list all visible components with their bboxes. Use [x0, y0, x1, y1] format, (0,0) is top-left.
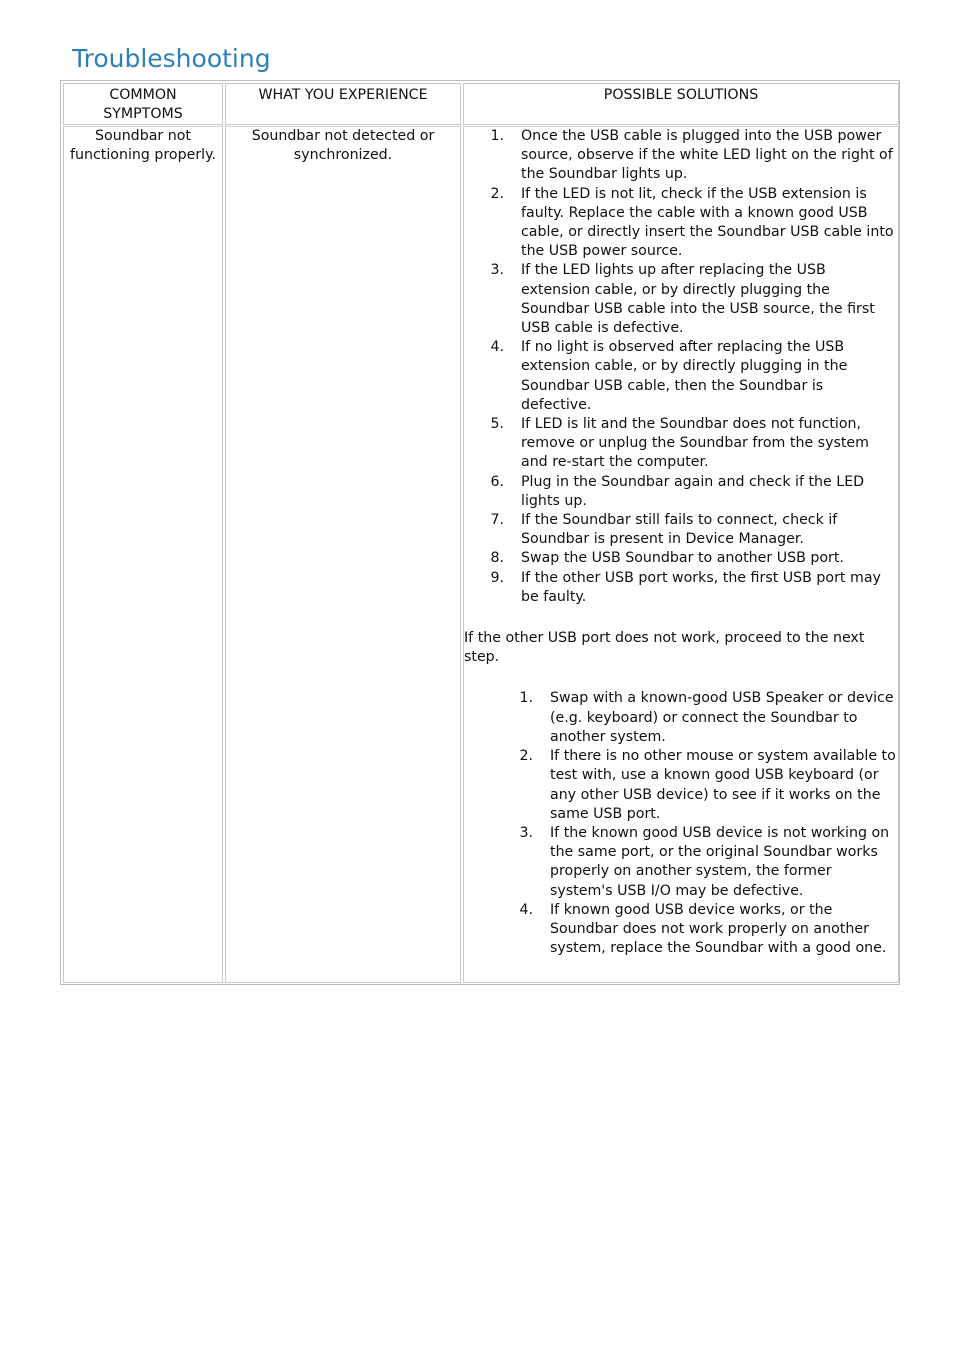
list-item: 9. If the other USB port works, the first USB port may be faulty. [490, 569, 881, 605]
symptom-text: Soundbar not functioning properly. [69, 128, 216, 164]
header-what-you-experience [225, 83, 461, 125]
experience-text: Soundbar not detected or synchronized. [251, 128, 435, 164]
list-item: 4. If known good USB device works, or the Soundbar does not work properly on another system, replace the Soundbar with a good one. [519, 901, 887, 957]
solutions-list-secondary [464, 689, 898, 958]
list-item: 5. If LED is lit and the Soundbar does not function, remove or unplug the Soundbar from the system and re-start the computer. [490, 416, 869, 471]
troubleshooting-table [60, 80, 900, 985]
list-item: 6. Plug in the Soundbar again and check if the LED lights up. [490, 473, 865, 509]
list-item: 2. If there is no other mouse or system available to test with, use a known good USB keyboard (or any other USB device) to see if it works on the same USB port. [519, 748, 896, 822]
cell-symptom [63, 126, 223, 983]
cell-solutions [463, 126, 899, 983]
header-common-symptoms-line1: COMMON [109, 87, 177, 103]
list-item: 3. If the LED lights up after replacing the USB extension cable, or by directly plugging the Soundbar USB cable into the USB source, the first USB cable is defective. [490, 262, 875, 337]
header-what-you-experience-label: WHAT YOU EXPERIENCE [258, 87, 428, 103]
list-item: 1. Swap with a known-good USB Speaker or device (e.g. keyboard) or connect the Soundbar to another system. [519, 690, 894, 745]
list-item: 1. Once the USB cable is plugged into the USB power source, observe if the white LED light on the right of the Soundbar lights up. [490, 128, 893, 183]
header-possible-solutions-label: POSSIBLE SOLUTIONS [603, 87, 759, 103]
solutions-list-primary [464, 127, 898, 607]
next-step-paragraph: If the other USB port does not work, proceed to the next step. [464, 630, 865, 666]
cell-experience [225, 126, 461, 983]
list-item: 4. If no light is observed after replacing the USB extension cable, or by directly plugging in the Soundbar USB cable, then the Soundbar is defective. [490, 339, 848, 413]
list-item: 7. If the Soundbar still fails to connect, check if Soundbar is present in Device Manager. [490, 512, 838, 548]
header-common-symptoms [63, 83, 223, 125]
header-possible-solutions [463, 83, 899, 125]
header-common-symptoms-line2: SYMPTOMS [103, 106, 183, 123]
list-item: 3. If the known good USB device is not working on the same port, or the original Soundbar works properly on another system, the former system's USB I/O may be defective. [519, 824, 890, 899]
list-item: 2. If the LED is not lit, check if the USB extension is faulty. Replace the cable with a known good USB cable, or directly insert the Soundbar USB cable into the USB power source. [490, 185, 894, 260]
page-title: Troubleshooting [72, 44, 271, 73]
list-item: 8. Swap the USB Soundbar to another USB port. [490, 550, 844, 567]
